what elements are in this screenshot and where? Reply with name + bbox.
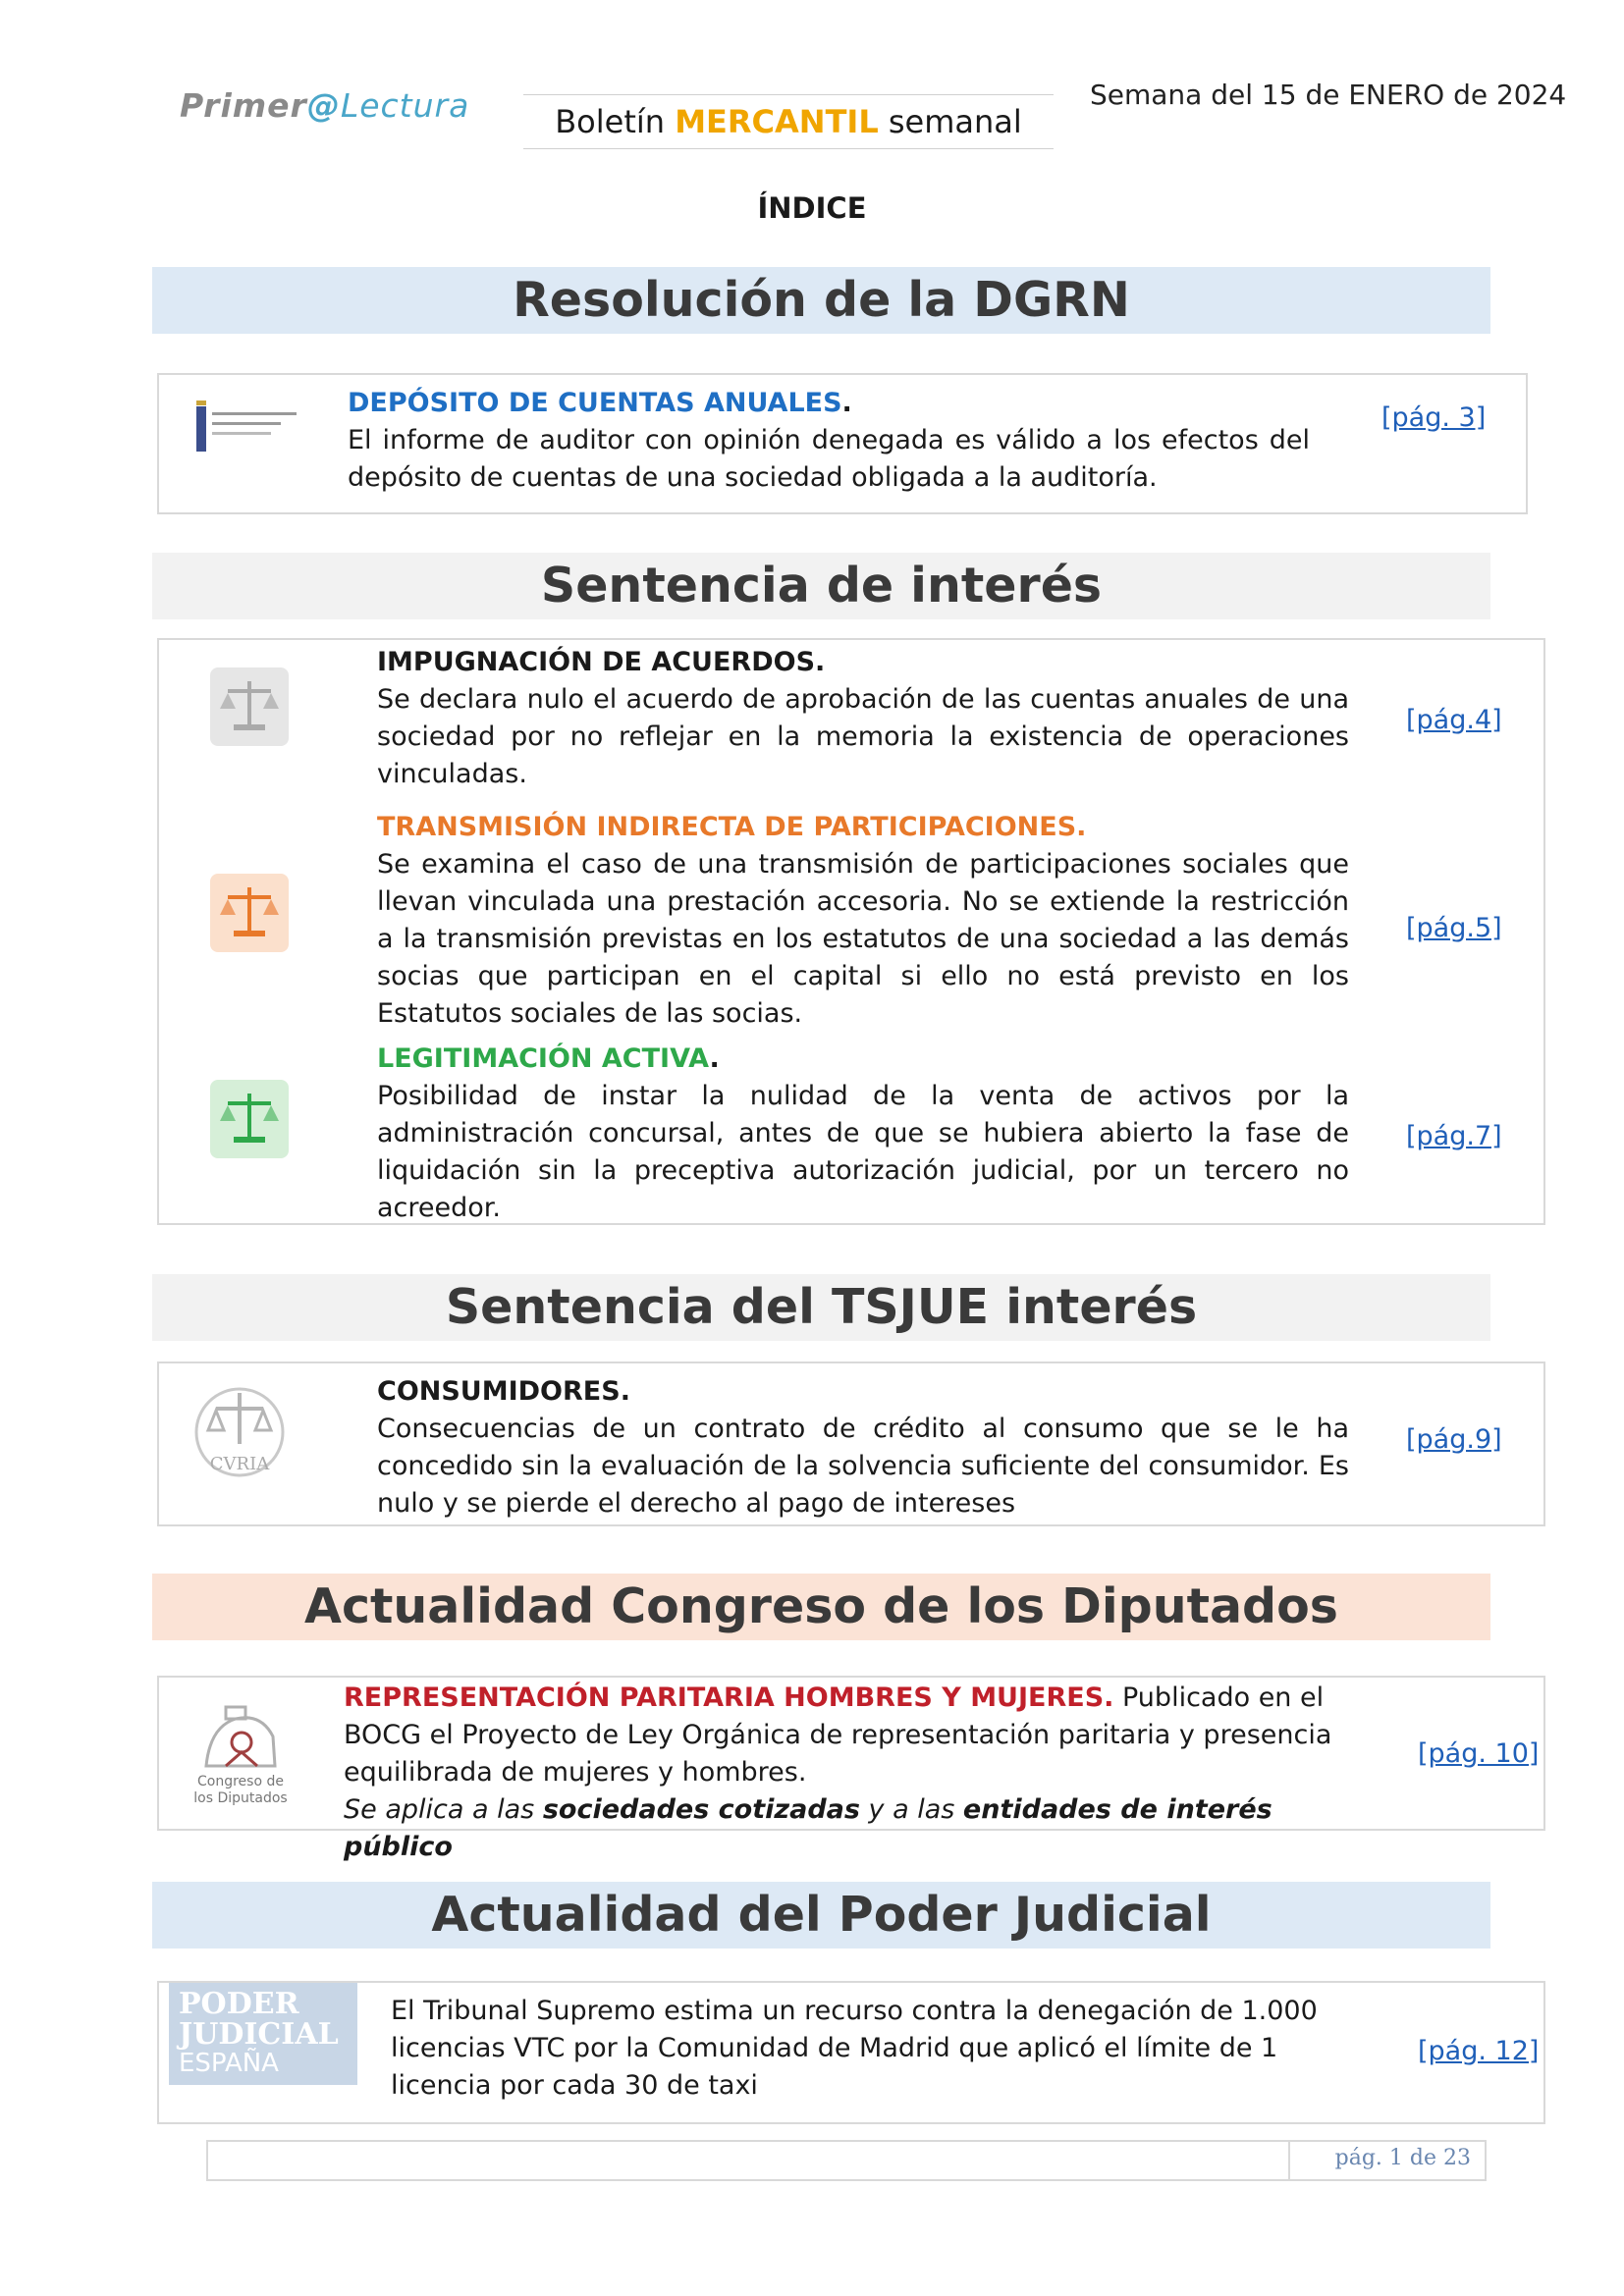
- poder-judicial-logo-icon: [169, 1983, 357, 2085]
- scales-gray-icon: [210, 667, 289, 746]
- tsjue-page-link[interactable]: [pág.9]: [1406, 1424, 1502, 1455]
- section-title-congreso: Actualidad Congreso de los Diputados: [152, 1574, 1490, 1640]
- sentencia-item-2: [377, 809, 1349, 1033]
- congreso-page-link[interactable]: [pág. 10]: [1418, 1738, 1540, 1769]
- sentencia-heading-2: TRANSMISIÓN INDIRECTA DE PARTICIPACIONES.: [377, 812, 1087, 842]
- tsjue-text-block: [377, 1373, 1349, 1522]
- bulletin-post: semanal: [878, 103, 1022, 140]
- section-title-sentencia: Sentencia de interés: [152, 553, 1490, 619]
- dgrn-entry: [157, 373, 1528, 514]
- section-title-tsjue: Sentencia del TSJUE interés: [152, 1274, 1490, 1341]
- congreso-paragraph: [344, 1680, 1375, 1791]
- dgrn-page-link[interactable]: [pág. 3]: [1381, 402, 1487, 433]
- sentencia-entries: [157, 638, 1545, 1225]
- sentencia-heading-3: LEGITIMACIÓN ACTIVA.: [377, 1043, 720, 1074]
- scales-green-icon: [210, 1080, 289, 1158]
- congreso-text-block: [344, 1680, 1375, 1866]
- tsjue-heading: CONSUMIDORES.: [377, 1376, 630, 1407]
- scales-orange-icon: [210, 874, 289, 952]
- sentencia-text-1: Se declara nulo el acuerdo de aprobación de las cuentas anuales de una sociedad por no reflejar en la memoria la existencia de operaciones vinculadas.: [377, 684, 1349, 789]
- cvria-logo-icon: [181, 1375, 298, 1493]
- judicial-entry: [157, 1981, 1545, 2124]
- page-number: pág. 1 de 23: [1334, 2146, 1471, 2170]
- page-footer: [206, 2140, 1487, 2181]
- sentencia-text-3: Posibilidad de instar la nulidad de la venta de activos por la administración concursal, antes de que se hubiera abierto la fase de liquidación sin la preceptiva autorización judicial, por un tercero no acreedor.: [377, 1081, 1349, 1223]
- dgrn-description: El informe de auditor con opinión denegada es válido a los efectos del depósito de cuentas de una sociedad obligada a la auditoría.: [348, 425, 1310, 493]
- congreso-description: Publicado en el BOCG el Proyecto de Ley Orgánica de representación paritaria y presencia equilibrada de mujeres y hombres.: [344, 1682, 1332, 1788]
- congreso-entry: [157, 1676, 1545, 1862]
- bulletin-highlight: MERCANTIL: [675, 103, 879, 140]
- sentencia-heading-1: IMPUGNACIÓN DE ACUERDOS.: [377, 647, 826, 677]
- bulletin-pre: Boletín: [555, 103, 676, 140]
- sentencia-page-link-3[interactable]: [pág.7]: [1406, 1121, 1502, 1151]
- footer-separator: [1288, 2142, 1290, 2179]
- dgrn-text-block: [348, 385, 1310, 497]
- brand-at: @: [306, 86, 341, 125]
- brand-part2: Lectura: [340, 86, 470, 125]
- week-date: Semana del 15 de ENERO de 2024: [1090, 79, 1567, 111]
- notariado-logo-icon: [194, 393, 302, 471]
- sentencia-page-link-1[interactable]: [pág.4]: [1406, 705, 1502, 735]
- section-title-dgrn: Resolución de la DGRN: [152, 267, 1490, 334]
- judicial-description: El Tribunal Supremo estima un recurso contra la denegación de 1.000 licencias VTC por la Comunidad de Madrid que aplicó el límite de 1 licencia por cada 30 de taxi: [391, 1996, 1318, 2101]
- sentencia-page-link-2[interactable]: [pág.5]: [1406, 913, 1502, 943]
- judicial-logo-line3: ESPAÑA: [179, 2049, 279, 2078]
- brand-part1: Primer: [180, 86, 307, 125]
- sentencia-text-2: Se examina el caso de una transmisión de participaciones sociales que llevan vinculada una prestación accesoria. No se extiende la restricción a la transmisión previstas en los estatutos de una sociedad a las demás socias que participan en el capital si ello no está previsto en los Estatutos sociales de las socias.: [377, 849, 1349, 1029]
- congreso-heading: REPRESENTACIÓN PARITARIA HOMBRES Y MUJERES.: [344, 1682, 1114, 1713]
- congreso-logo-line1: Congreso de: [197, 1774, 284, 1789]
- svg-text:CVRIA: CVRIA: [209, 1454, 270, 1474]
- judicial-logo-line1: PODER: [179, 1987, 299, 2021]
- bulletin-title: [523, 94, 1054, 149]
- congreso-note: Se aplica a las sociedades cotizadas y a las entidades de interés público: [344, 1794, 1272, 1862]
- congreso-logo-icon: [177, 1687, 304, 1817]
- index-title: ÍNDICE: [757, 191, 867, 225]
- judicial-page-link[interactable]: [pág. 12]: [1418, 2036, 1540, 2066]
- tsjue-entry: [157, 1362, 1545, 1526]
- congreso-logo-line2: los Diputados: [193, 1790, 288, 1806]
- brand-logo: [180, 86, 469, 125]
- section-title-judicial: Actualidad del Poder Judicial: [152, 1882, 1490, 1949]
- dgrn-heading: DEPÓSITO DE CUENTAS ANUALES.: [348, 388, 852, 418]
- tsjue-description: Consecuencias de un contrato de crédito al consumo que se le ha concedido sin la evaluación de la solvencia suficiente del consumidor. Es nulo y se pierde el derecho al pago de intereses: [377, 1414, 1349, 1519]
- sentencia-item-3: [377, 1041, 1349, 1227]
- judicial-logo-line2: JUDICIAL: [179, 2017, 339, 2052]
- judicial-text-block: [391, 1993, 1373, 2105]
- sentencia-item-1: [377, 644, 1349, 793]
